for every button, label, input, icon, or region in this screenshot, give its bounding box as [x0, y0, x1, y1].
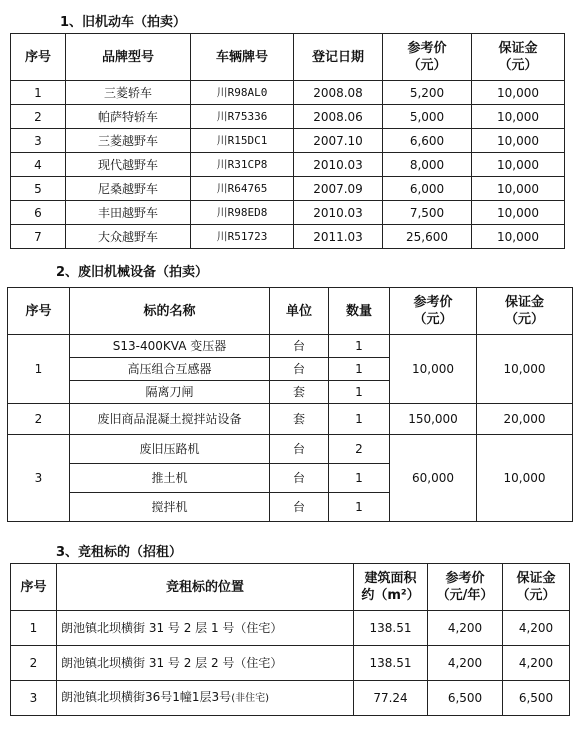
table-row [11, 81, 565, 105]
cell-price: 8,000 [383, 153, 472, 177]
table-row [11, 129, 565, 153]
cell-date: 2011.03 [294, 225, 383, 249]
header-no: 序号 [11, 34, 66, 81]
cell-item-name: S13-400KVA 变压器 [70, 335, 270, 358]
cell-deposit: 10,000 [472, 81, 565, 105]
header-deposit: 保证金 （元） [477, 288, 573, 335]
table-row [11, 153, 565, 177]
cell-no: 7 [11, 225, 66, 249]
cell-model: 现代越野车 [66, 153, 191, 177]
header-item-name: 标的名称 [70, 288, 270, 335]
cell-price: 4,200 [428, 646, 503, 681]
cell-deposit: 10,000 [472, 177, 565, 201]
cell-no: 2 [11, 646, 57, 681]
cell-location: 朗池镇北坝横街 31 号 2 层 1 号（住宅） [57, 611, 354, 646]
cell-price: 150,000 [390, 404, 477, 435]
cell-date: 2010.03 [294, 201, 383, 225]
cell-location-note: (非住宅) [231, 693, 269, 704]
cell-unit: 套 [270, 381, 329, 404]
cell-area: 77.24 [354, 681, 428, 716]
cell-price: 5,200 [383, 81, 472, 105]
cell-plate: 川R15DC1 [191, 129, 294, 153]
header-price: 参考价 （元） [390, 288, 477, 335]
cell-price: 7,500 [383, 201, 472, 225]
cell-no: 1 [8, 335, 70, 404]
section3-title: 3、竞租标的（招租） [56, 545, 183, 560]
cell-location: 朗池镇北坝横街36号1幢1层3号(非住宅) [57, 681, 354, 716]
cell-price: 6,000 [383, 177, 472, 201]
cell-price: 60,000 [390, 435, 477, 522]
cell-qty: 1 [329, 404, 390, 435]
cell-model: 三菱轿车 [66, 81, 191, 105]
cell-deposit: 10,000 [472, 153, 565, 177]
cell-unit: 台 [270, 493, 329, 522]
cell-no: 1 [11, 81, 66, 105]
table-row [11, 177, 565, 201]
header-price: 参考价 （元） [383, 34, 472, 81]
cell-qty: 1 [329, 358, 390, 381]
header-model: 品牌型号 [66, 34, 191, 81]
cell-no: 3 [11, 129, 66, 153]
table-row [11, 225, 565, 249]
table-row [11, 611, 570, 646]
cell-no: 6 [11, 201, 66, 225]
header-price: 参考价 （元/年） [428, 564, 503, 611]
cell-unit: 台 [270, 335, 329, 358]
header-unit: 单位 [270, 288, 329, 335]
table-header-row [11, 34, 565, 81]
header-qty: 数量 [329, 288, 390, 335]
cell-date: 2010.03 [294, 153, 383, 177]
table-row [11, 105, 565, 129]
cell-deposit: 4,200 [503, 611, 570, 646]
table-header-row [11, 564, 570, 611]
cell-deposit: 10,000 [472, 225, 565, 249]
table-row [11, 201, 565, 225]
header-no: 序号 [8, 288, 70, 335]
cell-item-name: 推土机 [70, 464, 270, 493]
cell-date: 2008.08 [294, 81, 383, 105]
cell-item-name: 废旧压路机 [70, 435, 270, 464]
cell-deposit: 10,000 [477, 335, 573, 404]
section1-title: 1、旧机动车（拍卖） [60, 15, 187, 30]
header-location: 竞租标的位置 [57, 564, 354, 611]
cell-date: 2007.09 [294, 177, 383, 201]
table-header-row [8, 288, 573, 335]
cell-area: 138.51 [354, 646, 428, 681]
cell-date: 2007.10 [294, 129, 383, 153]
table-row [8, 404, 573, 435]
cell-unit: 套 [270, 404, 329, 435]
cell-unit: 台 [270, 435, 329, 464]
cell-price: 25,600 [383, 225, 472, 249]
cell-plate: 川R75336 [191, 105, 294, 129]
cell-qty: 2 [329, 435, 390, 464]
table-row [11, 681, 570, 716]
cell-item-name: 高压组合互感器 [70, 358, 270, 381]
cell-deposit: 4,200 [503, 646, 570, 681]
cell-plate: 川R98AL0 [191, 81, 294, 105]
cell-deposit: 10,000 [472, 105, 565, 129]
header-plate: 车辆牌号 [191, 34, 294, 81]
cell-area: 138.51 [354, 611, 428, 646]
cell-qty: 1 [329, 381, 390, 404]
cell-location: 朗池镇北坝横街 31 号 2 层 2 号（住宅） [57, 646, 354, 681]
cell-deposit: 10,000 [472, 129, 565, 153]
cell-model: 帕萨特轿车 [66, 105, 191, 129]
cell-price: 4,200 [428, 611, 503, 646]
cell-item-name: 搅拌机 [70, 493, 270, 522]
header-no: 序号 [11, 564, 57, 611]
cell-date: 2008.06 [294, 105, 383, 129]
cell-unit: 台 [270, 358, 329, 381]
cell-price: 6,500 [428, 681, 503, 716]
cell-qty: 1 [329, 493, 390, 522]
cell-model: 丰田越野车 [66, 201, 191, 225]
cell-model: 三菱越野车 [66, 129, 191, 153]
cell-no: 4 [11, 153, 66, 177]
cell-model: 尼桑越野车 [66, 177, 191, 201]
cell-unit: 台 [270, 464, 329, 493]
cell-plate: 川R31CP8 [191, 153, 294, 177]
table-row [11, 646, 570, 681]
header-area: 建筑面积 约（m²） [354, 564, 428, 611]
cell-no: 2 [8, 404, 70, 435]
cell-price: 5,000 [383, 105, 472, 129]
cell-item-name: 废旧商品混凝土搅拌站设备 [70, 404, 270, 435]
rental-table [10, 563, 570, 716]
cell-deposit: 6,500 [503, 681, 570, 716]
cell-no: 3 [8, 435, 70, 522]
cell-price: 6,600 [383, 129, 472, 153]
cell-item-name: 隔离刀闸 [70, 381, 270, 404]
cell-qty: 1 [329, 464, 390, 493]
cell-deposit: 10,000 [477, 435, 573, 522]
header-deposit: 保证金 （元） [503, 564, 570, 611]
header-date: 登记日期 [294, 34, 383, 81]
used-equipment-table [7, 287, 573, 522]
cell-model: 大众越野车 [66, 225, 191, 249]
cell-no: 1 [11, 611, 57, 646]
section2-title: 2、废旧机械设备（拍卖） [56, 265, 209, 280]
cell-plate: 川R51723 [191, 225, 294, 249]
cell-qty: 1 [329, 335, 390, 358]
cell-plate: 川R64765 [191, 177, 294, 201]
used-vehicles-table [10, 33, 565, 249]
table-row [8, 335, 573, 358]
cell-no: 3 [11, 681, 57, 716]
header-deposit: 保证金 （元） [472, 34, 565, 81]
cell-deposit: 20,000 [477, 404, 573, 435]
cell-no: 5 [11, 177, 66, 201]
cell-no: 2 [11, 105, 66, 129]
table-row [8, 435, 573, 464]
cell-deposit: 10,000 [472, 201, 565, 225]
cell-price: 10,000 [390, 335, 477, 404]
cell-plate: 川R98ED8 [191, 201, 294, 225]
